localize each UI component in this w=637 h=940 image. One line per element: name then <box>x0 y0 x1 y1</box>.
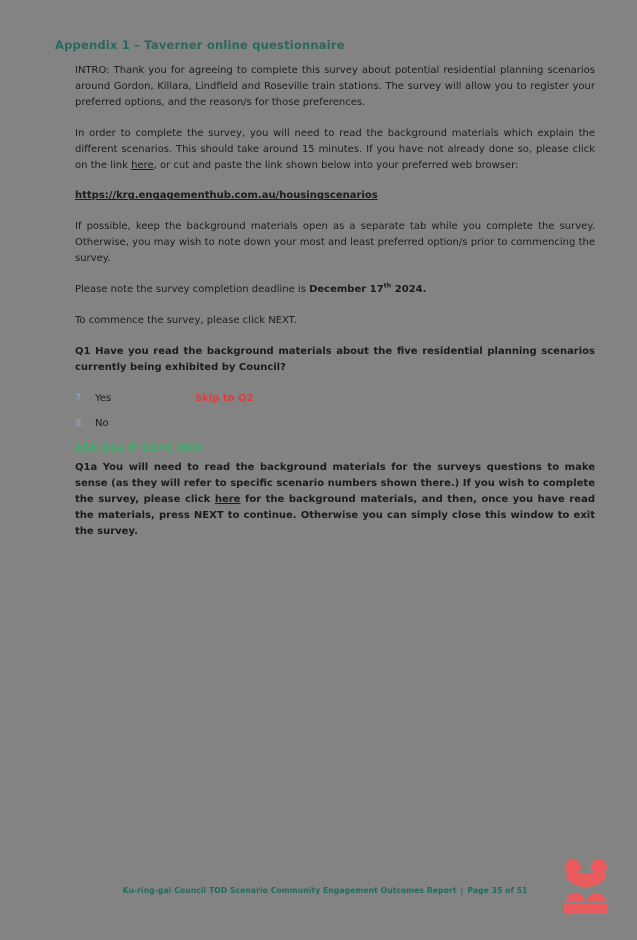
logo-eye-right <box>591 859 607 875</box>
logo-hump-left <box>566 893 585 902</box>
logo-bridge-bar <box>564 903 608 914</box>
footer-page-number: Page 35 of 51 <box>467 886 528 895</box>
background-materials-link[interactable]: here <box>131 159 154 171</box>
q1-question: Q1 Have you read the background materials about the five residential planning scenarios currently being exhibited by Council? <box>75 345 595 373</box>
document-page <box>0 38 637 940</box>
footer-report-title: Ku-ring-gai Council TOD Scenario Community Engagement Outcomes Report <box>122 886 457 895</box>
intro-paragraph: INTRO: Thank you for agreeing to complete this survey about potential residential planning scenarios around Gordon, Killara, Lindfield and Roseville train stations. The survey will allow you to register your preferred options, and the reason/s for those preferences. <box>75 65 595 108</box>
taverner-logo-icon <box>564 859 608 914</box>
logo-smiley-face-icon <box>564 859 608 887</box>
materials-paragraph <box>75 126 595 174</box>
materials-text-before: In order to complete the survey, you will need to read the background materials which explain the different scenarios. This should take around 15 minutes. If you have not already done so, please click on the link <box>75 127 595 171</box>
page-footer <box>55 886 595 895</box>
logo-smile <box>566 874 606 887</box>
skip-instruction: Skip to Q2 <box>195 392 254 404</box>
logo-eye-left <box>565 859 581 875</box>
option-number: 7. <box>75 392 85 404</box>
q1a-routing-note: ASK Q1A IF Q1=2 [NO] <box>75 442 203 454</box>
q1-option-yes[interactable] <box>75 391 595 407</box>
q1-option-no[interactable] <box>75 416 595 432</box>
logo-bridge-humps <box>564 893 608 902</box>
deadline-ordinal: th <box>383 281 392 290</box>
deadline-text: Please note the survey completion deadline is <box>75 284 310 296</box>
appendix-heading: Appendix 1 – Taverner online questionnaire <box>55 38 345 52</box>
option-label-no[interactable]: No <box>95 417 109 429</box>
q1a-paragraph <box>75 460 595 540</box>
footer-separator: | <box>460 886 464 895</box>
option-number: 8. <box>75 417 85 429</box>
q1a-text-before: Q1a You will need to read the background materials for the surveys questions to make sense (as they will refer to specific scenario numbers shown there.) If you wish to complete the survey, please click <box>75 462 595 506</box>
q1a-background-materials-link[interactable]: here <box>214 494 241 506</box>
deadline-paragraph <box>75 282 595 298</box>
deadline-year: 2024. <box>391 284 427 296</box>
logo-bridge-icon <box>564 893 608 914</box>
survey-url-link[interactable]: https://krg.engagementhub.com.au/housingscenarios <box>75 190 378 202</box>
next-paragraph: To commence the survey, please click NEXT. <box>75 314 297 326</box>
tab-paragraph: If possible, keep the background materials open as a separate tab while you complete the survey. Otherwise, you may wish to note down your most and least preferred option/s prior to commencing the survey. <box>75 221 595 265</box>
option-label-yes[interactable]: Yes <box>95 392 112 404</box>
logo-hump-right <box>587 893 606 902</box>
materials-text-after: , or cut and paste the link shown below into your preferred web browser: <box>153 159 519 171</box>
document-body <box>75 63 595 540</box>
deadline-date: December 17 <box>309 284 384 296</box>
q1-options <box>75 391 595 432</box>
q1a-text-after: for the background materials, and then, once you have read the materials, press NEXT to continue. Otherwise you can simply close this window to exit the survey. <box>75 494 595 538</box>
